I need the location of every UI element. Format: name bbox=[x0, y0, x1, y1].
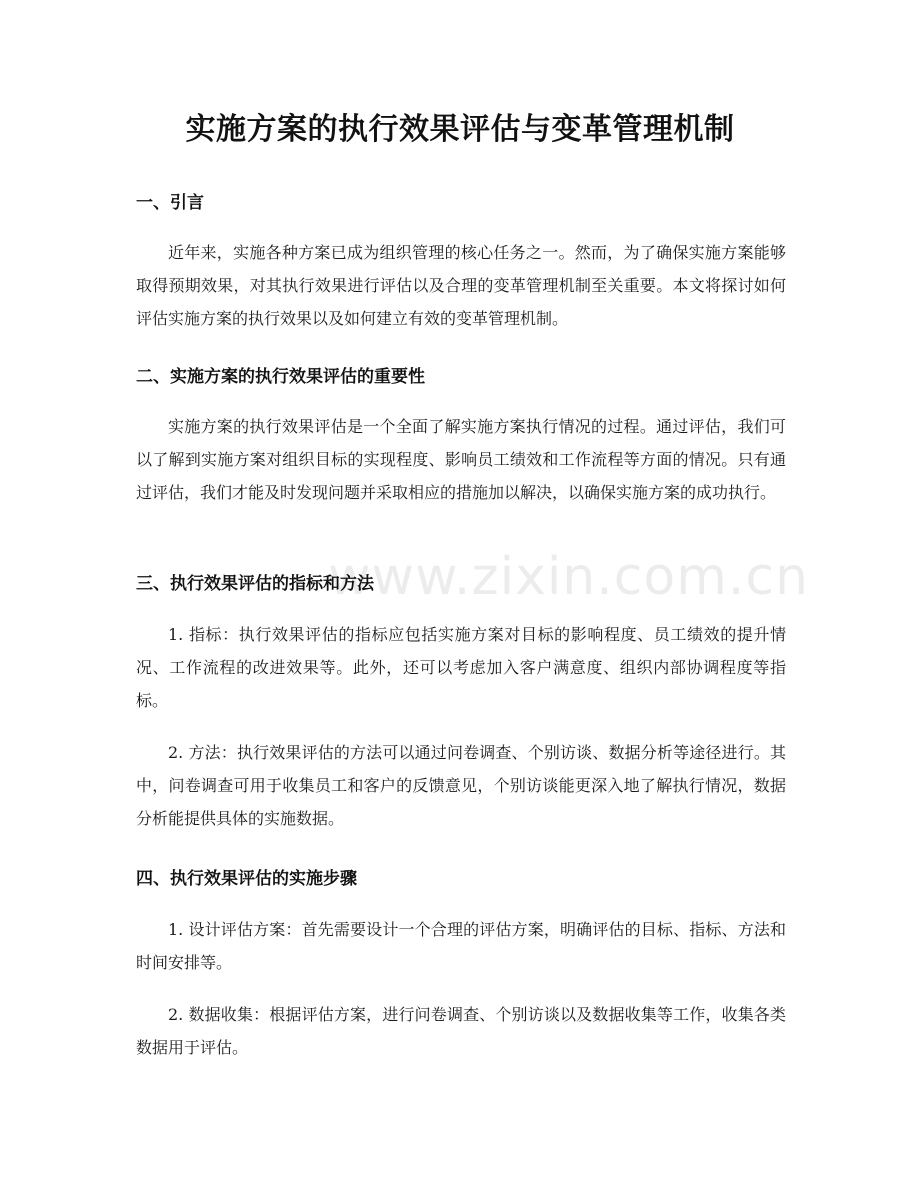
paragraph: 2. 数据收集：根据评估方案，进行问卷调查、个别访谈以及数据收集等工作，收集各类数据用于评估。 bbox=[136, 1005, 786, 1057]
paragraph: 实施方案的执行效果评估是一个全面了解实施方案执行情况的过程。通过评估，我们可以了解到实施方案对组织目标的实现程度、影响员工绩效和工作流程等方面的情况。只有通过评估，我们才能及时发现问题并采取相应的措施加以解决，以确保实施方案的成功执行。 bbox=[136, 417, 786, 502]
section-heading-intro: 一、引言 bbox=[136, 193, 204, 213]
paragraph: 2. 方法：执行效果评估的方法可以通过问卷调查、个别访谈、数据分析等途径进行。其中，问卷调查可用于收集员工和客户的反馈意见，个别访谈能更深入地了解执行情况，数据分析能提供具体的实施数据。 bbox=[136, 743, 786, 828]
document-title: 实施方案的执行效果评估与变革管理机制 bbox=[185, 112, 735, 147]
paragraph: 近年来，实施各种方案已成为组织管理的核心任务之一。然而，为了确保实施方案能够取得预期效果，对其执行效果进行评估以及合理的变革管理机制至关重要。本文将探讨如何评估实施方案的执行效果以及如何建立有效的变革管理机制。 bbox=[136, 243, 786, 328]
section-heading-importance: 二、实施方案的执行效果评估的重要性 bbox=[136, 367, 425, 387]
section-heading-indicators-methods: 三、执行效果评估的指标和方法 bbox=[136, 574, 374, 594]
paragraph: 1. 指标：执行效果评估的指标应包括实施方案对目标的影响程度、员工绩效的提升情况、工作流程的改进效果等。此外，还可以考虑加入客户满意度、组织内部协调程度等指标。 bbox=[136, 625, 786, 710]
section-heading-steps: 四、执行效果评估的实施步骤 bbox=[136, 869, 357, 889]
paragraph: 1. 设计评估方案：首先需要设计一个合理的评估方案，明确评估的目标、指标、方法和时间安排等。 bbox=[136, 920, 786, 972]
watermark: www.zixin.com.cn bbox=[328, 547, 809, 607]
